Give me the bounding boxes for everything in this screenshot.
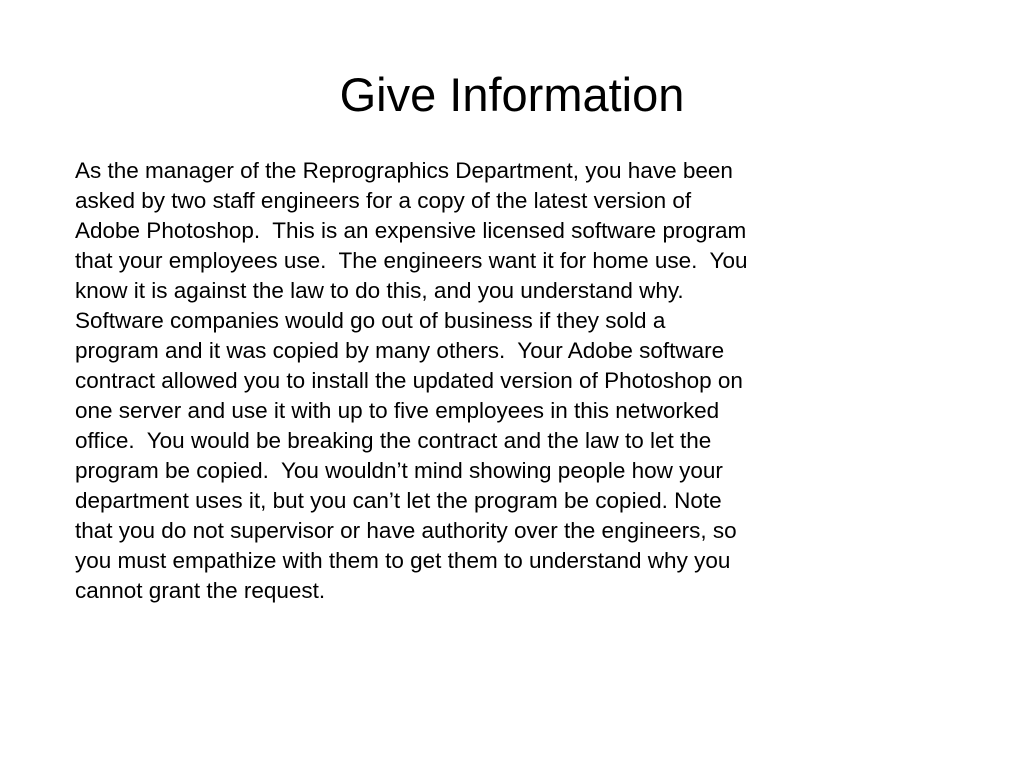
body-text-line: one server and use it with up to five employees in this networked [75,398,720,423]
body-text-line: contract allowed you to install the updated version of Photoshop on [75,368,743,393]
body-text-line: asked by two staff engineers for a copy of the latest version of [75,188,692,213]
body-text-line: Adobe Photoshop. This is an expensive licensed software program [75,218,747,243]
body-text-line: program be copied. You wouldn’t mind showing people how your [75,458,723,483]
body-text-line: you must empathize with them to get them to understand why you [75,548,731,573]
body-text-line: department uses it, but you can’t let the program be copied. Note [75,488,722,513]
body-text-line: know it is against the law to do this, and you understand why. [75,278,684,303]
body-text-line: that your employees use. The engineers want it for home use. You [75,248,748,273]
body-text-line: that you do not supervisor or have authority over the engineers, so [75,518,737,543]
slide-body-text [75,156,955,606]
body-text-line: Software companies would go out of business if they sold a [75,308,666,333]
body-text-line: program and it was copied by many others. Your Adobe software [75,338,725,363]
slide-title: Give Information [339,68,685,121]
body-text-line: office. You would be breaking the contract and the law to let the [75,428,712,453]
body-text-line: cannot grant the request. [75,578,326,603]
body-text-line: As the manager of the Reprographics Department, you have been [75,158,733,183]
